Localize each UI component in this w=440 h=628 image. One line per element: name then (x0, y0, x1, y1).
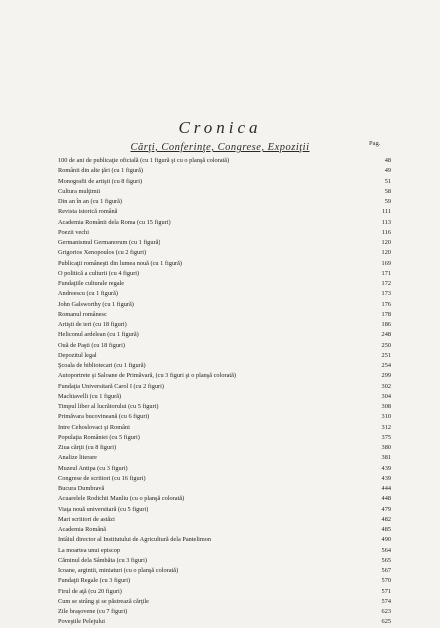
toc-entry (58, 330, 391, 340)
toc-entry-page: 302 (381, 382, 391, 390)
toc-entry-title: Grigorios Xenopoulos (cu 2 figuri) (58, 249, 147, 257)
toc-entry-title: Românii din alte ţări (cu 1 figură) (58, 167, 143, 175)
toc-entry-page: 49 (384, 167, 391, 175)
toc-entry-page: 439 (381, 474, 391, 482)
toc-entry (58, 494, 391, 504)
toc-entry-title: Fundaţii Regale (cu 3 figuri) (58, 577, 131, 585)
toc-entry-page: 58 (384, 187, 391, 195)
toc-entry (58, 238, 391, 248)
toc-entry-title: Icoane, argintii, miniaturi (cu o planşă colorată) (58, 567, 179, 574)
toc-entry-title: Poveştile Pelejului (58, 618, 106, 626)
toc-entry-title: Poezii vechi (58, 228, 89, 236)
toc-entry-page: 312 (381, 423, 391, 431)
toc-entry (58, 546, 391, 556)
toc-entry (58, 474, 391, 484)
toc-entry-title: Zile braşovene (cu 7 figuri) (58, 608, 128, 615)
toc-entry-page: 59 (384, 198, 391, 205)
toc-entry (58, 392, 391, 402)
toc-entry-title: John Galsworthy (cu 1 figură) (58, 300, 134, 308)
toc-entry-page: 439 (381, 464, 391, 472)
toc-entry (58, 587, 391, 597)
toc-entry-page: 113 (381, 218, 391, 226)
toc-entry-title: Germanismul Germanorum (cu 1 figură) (58, 239, 161, 246)
toc-entry-page: 482 (381, 515, 391, 523)
toc-entry-title: Artişti de ieri (cu 18 figuri) (58, 321, 127, 328)
toc-entry-title: Autoportrete şi Saloane de Primăvară, (cu 3 figuri şi o planşă colorată) (58, 372, 237, 380)
section-subtitle: Cărţi, Conferinţe, Congrese, Expoziţii (130, 142, 310, 153)
toc-entry (58, 402, 391, 412)
toc-entry (58, 453, 391, 463)
toc-entry (58, 279, 391, 289)
toc-entry-page: 375 (381, 433, 391, 441)
toc-entry (58, 269, 391, 279)
table-of-contents (58, 156, 391, 628)
toc-entry (58, 320, 391, 330)
toc-entry-page: 173 (381, 290, 391, 298)
toc-entry-page: 254 (381, 362, 391, 369)
toc-entry-title: Fundaţia Universitară Carol I (cu 2 figuri) (58, 382, 164, 390)
toc-entry (58, 505, 391, 515)
toc-entry-title: Congrese de scriitori (cu 16 figuri) (58, 474, 146, 482)
toc-entry-title: Şcoala de bibliotecari (cu 1 figură) (58, 362, 146, 369)
page-column-label: Pag. (369, 140, 381, 147)
toc-entry (58, 197, 391, 207)
toc-entry-title: Căminul dela Sâmbăta (cu 3 figuri) (58, 556, 148, 564)
toc-entry (58, 607, 391, 617)
toc-entry (58, 310, 391, 320)
toc-entry-title: Depozitul legal (58, 351, 97, 359)
toc-entry-title: Bucura Dumbravă (58, 485, 105, 492)
toc-entry (58, 341, 391, 351)
toc-entry-title: Din an în an (cu 1 figură) (58, 198, 122, 205)
toc-entry (58, 248, 391, 258)
toc-entry (58, 617, 391, 627)
toc-entry-page: 178 (381, 310, 391, 318)
toc-entry-page: 172 (381, 280, 391, 287)
toc-entry (58, 464, 391, 474)
toc-entry-page: 51 (384, 177, 391, 185)
toc-entry-title: Publicaţii româneşti din lumea nouă (cu 1 figură) (58, 259, 182, 267)
toc-entry-title: Cum se strâng şi se păstrează cărţile (58, 597, 149, 605)
toc-entry (58, 423, 391, 433)
toc-entry (58, 300, 391, 310)
toc-entry (58, 371, 391, 381)
toc-entry (58, 166, 391, 176)
toc-entry-title: Romanul românesc (58, 310, 107, 318)
toc-entry-page: 565 (381, 556, 391, 564)
toc-entry-page: 564 (381, 546, 391, 554)
toc-entry-page: 116 (381, 228, 391, 236)
toc-entry-title: Ziua cărţii (cu 8 figuri) (58, 444, 117, 451)
toc-entry-title: Acuarelele Rodichii Manliu (cu o planşă colorată) (58, 495, 185, 503)
toc-entry-page: 248 (381, 331, 391, 339)
toc-entry-page: 479 (381, 505, 391, 513)
toc-entry (58, 207, 391, 217)
toc-entry-page: 186 (381, 321, 391, 328)
toc-entry (58, 289, 391, 299)
toc-entry-title: Intre Cehoslovaci şi Români (58, 423, 130, 431)
toc-entry (58, 443, 391, 453)
toc-entry-title: Andreescu (cu 1 figură) (58, 290, 118, 298)
toc-entry-title: Intâiul director al Institutului de Agricultură dela Pantelimon (58, 536, 212, 544)
toc-entry-title: Primăvara bucovineană (cu 6 figuri) (58, 413, 150, 421)
toc-entry-page: 111 (382, 208, 391, 216)
toc-entry (58, 218, 391, 228)
toc-entry (58, 525, 391, 535)
toc-entry-page: 381 (381, 454, 391, 462)
toc-entry-title: Populaţia României (cu 5 figuri) (58, 433, 140, 441)
toc-entry (58, 382, 391, 392)
toc-entry-title: Viaţa nouă universitară (cu 5 figuri) (58, 505, 149, 513)
toc-entry-page: 120 (381, 249, 391, 257)
toc-entry-page: 490 (381, 536, 391, 544)
toc-entry (58, 566, 391, 576)
toc-entry (58, 361, 391, 371)
toc-entry-title: La moartea unui episcop (58, 546, 121, 554)
toc-entry-page: 251 (381, 351, 391, 359)
toc-entry-page: 448 (381, 495, 391, 503)
toc-entry-title: Fundaţiile culturale regale (58, 280, 125, 287)
toc-entry-page: 308 (381, 403, 391, 410)
toc-entry-page: 176 (381, 300, 391, 308)
toc-entry-title: Cultura mulţimii (58, 187, 101, 195)
toc-entry-page: 625 (381, 618, 391, 626)
toc-entry-page: 250 (381, 341, 391, 349)
toc-entry-title: Muzeul Antipa (cu 3 figuri) (58, 464, 128, 472)
toc-entry-title: O politică a culturii (cu 4 figuri) (58, 269, 140, 277)
toc-entry-page: 169 (381, 259, 391, 267)
toc-entry-title: Timpul liber al lucrătorului (cu 5 figuri) (58, 403, 159, 410)
toc-entry (58, 515, 391, 525)
toc-entry (58, 556, 391, 566)
toc-entry (58, 597, 391, 607)
toc-entry (58, 259, 391, 269)
section-title: Cronica (178, 118, 262, 137)
toc-entry-page: 567 (381, 567, 391, 574)
toc-entry-title: Heliconul ardelean (cu 1 figură) (58, 331, 139, 339)
toc-entry-page: 120 (381, 239, 391, 246)
toc-entry-title: Analize literare (58, 454, 97, 462)
toc-entry-page: 310 (381, 413, 391, 421)
toc-entry-title: Academia Românii dela Roma (cu 15 figuri) (58, 218, 171, 226)
toc-entry-page: 171 (381, 269, 391, 277)
toc-entry-title: Machiavelli (cu 1 figură) (58, 392, 122, 400)
toc-entry-title: Revista istorică română (58, 208, 118, 216)
toc-entry-title: 100 de ani de publicaţie oficială (cu 1 figură şi cu o planşă colorată) (58, 157, 230, 164)
toc-entry-page: 304 (381, 392, 391, 400)
toc-entry (58, 177, 391, 187)
toc-entry (58, 576, 391, 586)
toc-entry-page: 570 (381, 577, 391, 585)
toc-entry-page: 574 (381, 597, 391, 605)
toc-entry-page: 299 (381, 372, 391, 380)
toc-entry (58, 433, 391, 443)
toc-entry-page: 571 (381, 587, 391, 595)
toc-entry-title: Ouă de Paşti (cu 18 figuri) (58, 341, 125, 349)
toc-entry (58, 412, 391, 422)
toc-entry-page: 485 (381, 526, 391, 533)
toc-entry-title: Mari scriitori de astăzi (58, 515, 115, 523)
toc-entry-page: 380 (381, 444, 391, 451)
toc-entry-title: Firul de aţă (cu 20 figuri) (58, 587, 122, 595)
toc-entry (58, 351, 391, 361)
toc-entry (58, 187, 391, 197)
toc-entry-page: 623 (381, 608, 391, 615)
toc-entry-page: 48 (384, 157, 391, 164)
toc-entry-title: Academia Română (58, 526, 107, 533)
toc-entry (58, 484, 391, 494)
toc-entry (58, 535, 391, 545)
toc-entry-page: 444 (381, 485, 391, 492)
toc-entry (58, 156, 391, 166)
toc-entry-title: Monografii de artişti (cu 8 figuri) (58, 177, 143, 185)
toc-entry (58, 228, 391, 238)
